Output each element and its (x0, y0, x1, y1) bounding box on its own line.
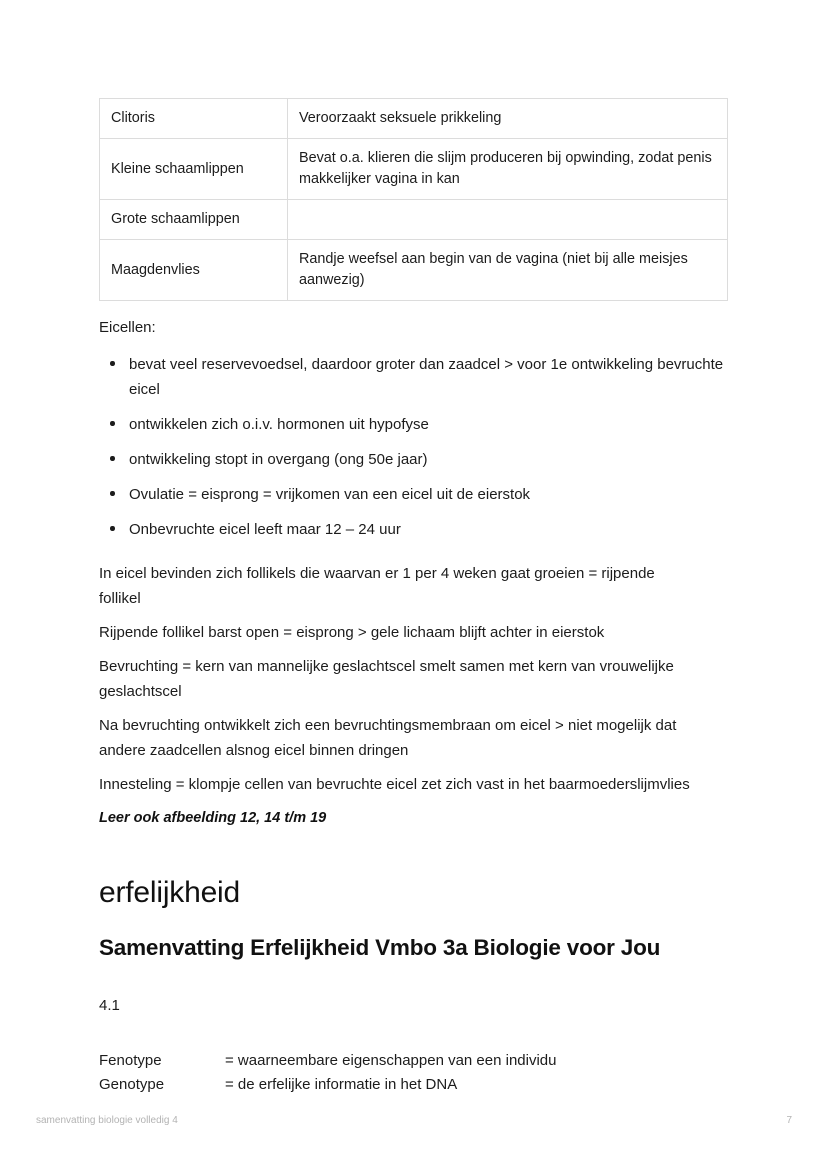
body-paragraph: Innesteling = klompje cellen van bevruchte eicel zet zich vast in het baarmoederslijmvlies (99, 776, 690, 793)
section-number: 4.1 (99, 997, 120, 1014)
table-row (100, 99, 728, 139)
body-paragraph: Rijpende follikel barst open = eisprong > gele lichaam blijft achter in eierstok (99, 624, 605, 641)
footer-page-number: 7 (786, 1115, 792, 1126)
page-title: erfelijkheid (99, 876, 241, 909)
definition-value: = de erfelijke informatie in het DNA (225, 1076, 458, 1093)
list-item (99, 412, 729, 437)
table-cell-description: Randje weefsel aan begin van de vagina (niet bij alle meisjes aanwezig) (288, 240, 728, 301)
bullet-dot-icon (110, 526, 115, 531)
table-cell-description: Veroorzaakt seksuele prikkeling (288, 99, 728, 139)
definition-row (99, 1073, 729, 1097)
study-note: Leer ook afbeelding 12, 14 t/m 19 (99, 810, 327, 826)
table-cell-term: Kleine schaamlippen (100, 139, 288, 200)
bullet-dot-icon (110, 491, 115, 496)
table-cell-description (288, 200, 728, 240)
list-item-text: Ovulatie = eisprong = vrijkomen van een eicel uit de eierstok (129, 486, 531, 503)
table-row (100, 240, 728, 301)
table-cell-description: Bevat o.a. klieren die slijm produceren bij opwinding, zodat penis makkelijker vagina in kan (288, 139, 728, 200)
list-item (99, 352, 729, 402)
table-cell-term: Clitoris (100, 99, 288, 139)
anatomy-terms-table (99, 98, 728, 301)
list-item-text: ontwikkeling stopt in overgang (ong 50e jaar) (129, 451, 428, 468)
list-item-text: ontwikkelen zich o.i.v. hormonen uit hypofyse (129, 416, 429, 433)
bullet-dot-icon (110, 456, 115, 461)
list-item-text: bevat veel reservevoedsel, daardoor groter dan zaadcel > voor 1e ontwikkeling bevruchte eicel (129, 356, 724, 398)
definition-term: Fenotype (99, 1052, 162, 1069)
list-item (99, 482, 729, 507)
footer-source-label: samenvatting biologie volledig 4 (36, 1115, 178, 1126)
body-paragraph: In eicel bevinden zich follikels die waarvan er 1 per 4 weken gaat groeien = rijpende follikel (99, 565, 655, 607)
body-paragraph: Na bevruchting ontwikkelt zich een bevruchtingsmembraan om eicel > niet mogelijk dat andere zaadcellen alsnog eicel binnen dringen (99, 717, 677, 759)
bullet-dot-icon (110, 421, 115, 426)
list-heading: Eicellen: (99, 319, 156, 336)
table-row (100, 139, 728, 200)
eicellen-bullet-list (99, 352, 729, 542)
definition-list (99, 1049, 729, 1097)
definition-row (99, 1049, 729, 1073)
table-row (100, 200, 728, 240)
table-cell-term: Maagdenvlies (100, 240, 288, 301)
page-subtitle: Samenvatting Erfelijkheid Vmbo 3a Biologie voor Jou (99, 935, 661, 960)
list-item (99, 447, 729, 472)
list-item (99, 517, 729, 542)
table-body (100, 99, 728, 301)
table-cell-term: Grote schaamlippen (100, 200, 288, 240)
page-content (99, 98, 729, 1097)
bullet-dot-icon (110, 361, 115, 366)
body-paragraph: Bevruchting = kern van mannelijke geslachtscel smelt samen met kern van vrouwelijke geslachtscel (99, 658, 674, 700)
page-footer (36, 1113, 792, 1129)
definition-term: Genotype (99, 1076, 165, 1093)
list-item-text: Onbevruchte eicel leeft maar 12 – 24 uur (129, 521, 401, 538)
definition-value: = waarneembare eigenschappen van een individu (225, 1052, 557, 1069)
